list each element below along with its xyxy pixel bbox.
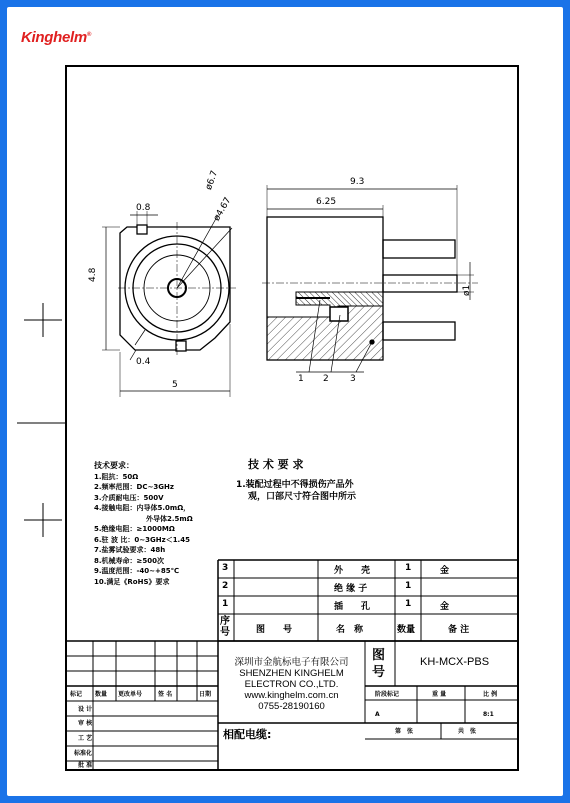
bom-no: 3 <box>222 563 229 573</box>
bom-name: 插 孔 <box>334 602 371 612</box>
drawing-no-label: 图号 <box>372 648 386 680</box>
tech-left-line: 7.盐雾试验要求：48h <box>94 546 166 554</box>
tech-left-line: 2.频率范围：DC~3GHz <box>94 483 174 491</box>
tech-left-title: 技术要求： <box>94 461 134 470</box>
bom-qty: 1 <box>405 563 412 573</box>
callout-1: 1 <box>298 374 304 384</box>
total-sheets-label: 共 张 <box>458 728 477 735</box>
bom-header-no: 序号 <box>220 616 230 638</box>
dim-id: ø4.67 <box>212 195 234 223</box>
rev-header: 数量 <box>95 691 108 698</box>
stage-label: 阶段标记 <box>375 691 400 698</box>
callout-3: 3 <box>350 374 356 384</box>
dim-width: 5 <box>172 380 178 390</box>
tech-left-line: 9.温度范围：-40~+85℃ <box>94 567 180 575</box>
tech-left-line: 5.绝缘电阻：≥1000MΩ <box>94 525 175 533</box>
dim-pin-dia: ø1 <box>462 284 472 296</box>
bom-header-name: 名 称 <box>336 625 364 635</box>
role-label: 设 计 <box>78 706 93 713</box>
bom-qty: 1 <box>405 581 412 591</box>
bom-material: 金 <box>440 566 450 576</box>
rev-header: 更改单号 <box>118 691 143 698</box>
company-phone: 0755-28190160 <box>258 701 325 712</box>
scale-value: 8:1 <box>483 711 494 718</box>
bom-material: 金 <box>440 602 450 612</box>
dim-bottom-offset: 0.4 <box>136 357 151 367</box>
drawing-number: KH-MCX-PBS <box>420 656 490 668</box>
tech-left-line: 1.阻抗：50Ω <box>94 472 139 481</box>
scale-label: 比 例 <box>483 691 498 698</box>
bom-qty: 1 <box>405 599 412 609</box>
role-label: 标准化 <box>74 750 93 757</box>
role-label: 批 准 <box>78 762 93 769</box>
sheet-label: 第 张 <box>395 728 414 735</box>
tech-left-line: 6.驻 波 比：0~3GHz＜1.45 <box>94 535 190 544</box>
rev-header: 签 名 <box>158 691 173 698</box>
bom-name: 外 壳 <box>334 566 371 576</box>
side-view <box>262 185 478 372</box>
front-view <box>102 211 236 397</box>
callout-2: 2 <box>323 374 329 384</box>
mating-cable-label: 相配电缆: <box>223 728 272 741</box>
company-info <box>218 657 365 712</box>
dim-top-offset: 0.8 <box>136 203 151 213</box>
tech-left-line: 3.介质耐电压：500V <box>94 493 164 502</box>
company-cn: 深圳市金航标电子有限公司 <box>234 657 349 668</box>
company-en-1: SHENZHEN KINGHELM <box>239 668 344 679</box>
bom-name: 绝 缘 子 <box>334 584 368 594</box>
dim-od: ø6.7 <box>204 169 221 192</box>
bom-header-qty: 数量 <box>397 625 416 635</box>
tech-left-line: 外导体2.5mΩ <box>146 514 193 523</box>
dim-body-length: 6.25 <box>316 197 337 207</box>
rev-header: 日期 <box>199 691 212 698</box>
stage-value: A <box>375 711 380 718</box>
bom-no: 1 <box>222 599 229 609</box>
kinghelm-logo: Kinghelm® <box>21 29 92 46</box>
rev-header: 标记 <box>70 691 83 698</box>
company-en-2: ELECTRON CO.,LTD. <box>244 679 339 690</box>
role-label: 工 艺 <box>78 735 93 742</box>
bom-header-remark: 备 注 <box>448 625 470 635</box>
dim-height: 4.8 <box>88 267 98 282</box>
tech-right-line: 观，口部尺寸符合图中所示 <box>248 492 357 502</box>
dim-total-length: 9.3 <box>350 177 365 187</box>
tech-right-line: 1.装配过程中不得损伤产品外 <box>236 480 354 490</box>
tech-left-line: 4.接触电阻：内导体5.0mΩ， <box>94 504 191 512</box>
weight-label: 重 量 <box>432 691 447 698</box>
bom-no: 2 <box>222 581 229 591</box>
tech-right-title: 技 术 要 求 <box>248 458 304 471</box>
tech-left-line: 8.机械寿命：≥500次 <box>94 556 165 565</box>
company-website: www.kinghelm.com.cn <box>244 690 339 701</box>
role-label: 审 核 <box>78 720 93 727</box>
tech-left-line: 10.满足《RoHS》要求 <box>94 577 170 586</box>
bom-header-drawing-no: 图 号 <box>256 625 293 635</box>
tech-requirements-left <box>94 461 193 587</box>
